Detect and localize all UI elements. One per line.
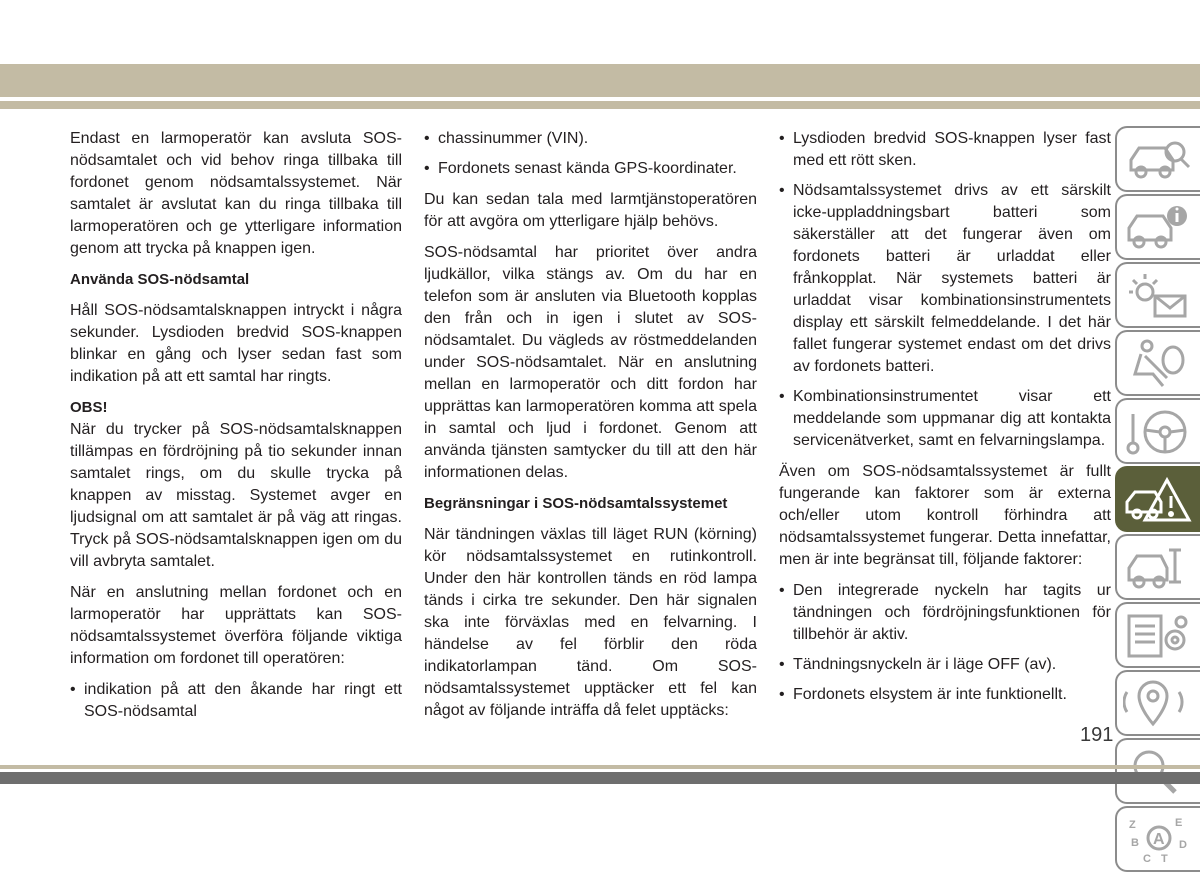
- tab-starting-operating[interactable]: [1115, 398, 1200, 464]
- index-letter: A: [1153, 831, 1165, 848]
- footer-band: [0, 765, 1200, 769]
- index-letter: D: [1179, 839, 1187, 851]
- car-hazard-icon: [1123, 474, 1193, 526]
- list-item: • indikation på att den åkande har ringt ett SOS-nödsamtal: [70, 679, 402, 723]
- footer-rule: [0, 772, 1200, 784]
- note-heading: OBS!: [70, 399, 108, 416]
- note-text: När du trycker på SOS-nödsamtalsknappen tillämpas en fördröjning på tio sekunder innan samtalet rings, om du skulle trycka på knappen av misstag. Systemet avger en ljudsignal om att samtalet är på väg att ringas. Tryck på SOS-nödsamtalsknappen igen om du vill avbryta samtalet.: [70, 421, 402, 570]
- list-item: • Nödsamtalssystemet drivs av ett särskilt icke-uppladdningsbart batteri som säkerställer att det fungerar även om fordonets batteri är urladdat eller frånkopplat. När systemets batteri är urladdat visar kombinationsinstrumentets display ett särskilt felmeddelande. I det här fallet fungerar systemet endast om det drivs av fordonets batteri.: [779, 180, 1111, 378]
- steering-wheel-key-icon: [1123, 406, 1193, 458]
- factor-list: [779, 580, 1111, 706]
- text-column-2: [424, 128, 757, 731]
- list-item: • Lysdioden bredvid SOS-knappen lyser fast med ett rött sken.: [779, 128, 1111, 172]
- list-item: • chassinummer (VIN).: [424, 128, 757, 150]
- tab-multimedia[interactable]: [1115, 670, 1200, 736]
- paragraph-factors: Även om SOS-nödsamtalssystemet är fullt fungerande kan faktorer som är externa och/eller utom kontroll förhindra att nödsamtalssystemet fungerar. Detta innefattar, men är inte begränsat till, följande faktorer:: [779, 463, 1111, 568]
- tab-alphabetical-index[interactable]: [1115, 806, 1200, 872]
- header-band: [0, 64, 1200, 97]
- car-service-icon: [1123, 542, 1193, 594]
- tab-safety[interactable]: [1115, 330, 1200, 396]
- list-item: • Kombinationsinstrumentet visar ett meddelande som uppmanar dig att kontakta servicenätverket, samt en felvarningslampa.: [779, 386, 1111, 452]
- warning-lights-message-icon: [1123, 270, 1193, 322]
- paragraph-priority: SOS-nödsamtal har prioritet över andra ljudkällor, vilka stängs av. Om du har en telefon som är ansluten via Bluetooth kopplas den från och in igen i slutet av SOS-nödsamtalet. Du vägleds av röstmeddelanden under SOS-nödsamtalet. När en anslutning mellan en larmoperatör och ditt fordon har upprättas kan larmoperatören komma att spela in samtal och ljud i fordonet. Genom att använda tjänsten samtycker du till att den här informationen delas.: [424, 244, 757, 481]
- paragraph-limitations: När tändningen växlas till läget RUN (körning) kör nödsamtalssystemet en rutinkontroll. Under den här kontrollen tänds en röd lampa tänds i cirka tre sekunder. Den här signalen ska inte förväxlas med en felvarning. I händelse av fel förblir den röda indikatorlampan tänd. Om SOS-nödsamtalssystemet upptäcker ett fel kan något av följande inträffa då felet upptäcks:: [424, 526, 757, 719]
- tab-getting-to-know-vehicle[interactable]: [1115, 126, 1200, 192]
- index-letter: E: [1175, 817, 1183, 829]
- list-item: • Fordonets elsystem är inte funktionellt.: [779, 684, 1111, 706]
- page-number: 191: [1080, 724, 1114, 746]
- multimedia-navigation-icon: [1123, 678, 1193, 730]
- info-list-part-1: [70, 679, 402, 723]
- paragraph-talk: Du kan sedan tala med larmtjänstoperatören för att avgöra om ytterligare hjälp behövs.: [424, 191, 757, 230]
- index-letter: B: [1131, 837, 1139, 849]
- seat-airbag-icon: [1123, 338, 1193, 390]
- heading-limitations: Begränsningar i SOS-nödsamtalssystemet: [424, 495, 728, 512]
- tab-technical-specifications[interactable]: [1115, 602, 1200, 668]
- tab-instrument-cluster[interactable]: [1115, 262, 1200, 328]
- tab-index[interactable]: [1115, 738, 1200, 804]
- index-letter: C: [1143, 853, 1151, 865]
- alphabetical-index-icon: [1123, 814, 1193, 866]
- header-rule: [0, 101, 1200, 109]
- tab-servicing-maintenance[interactable]: [1115, 534, 1200, 600]
- index-letter: T: [1161, 853, 1168, 865]
- list-item: • Tändningsnyckeln är i läge OFF (av).: [779, 654, 1111, 676]
- list-item: • Fordonets senast kända GPS-koordinater.: [424, 158, 757, 180]
- text-column-3: [779, 128, 1111, 715]
- specifications-gear-icon: [1123, 610, 1193, 662]
- index-letter: Z: [1129, 819, 1136, 831]
- fault-list: [779, 128, 1111, 452]
- text-column-1: [70, 128, 402, 732]
- paragraph-intro: Endast en larmoperatör kan avsluta SOS-nödsamtalet och vid behov ringa tillbaka till fordonet genom nödsamtalssystemet. När samtalet är avslutat kan du ringa tillbaka till larmoperatören och ge ytterligare information genom att trycka på knappen igen.: [70, 130, 402, 257]
- tab-in-case-of-emergency[interactable]: [1115, 466, 1200, 532]
- car-info-icon: [1123, 202, 1193, 254]
- heading-use-sos: Använda SOS-nödsamtal: [70, 271, 250, 288]
- tab-vehicle-info[interactable]: [1115, 194, 1200, 260]
- list-item: • Den integrerade nyckeln har tagits ur tändningen och fördröjningsfunktionen för tillbehör är aktiv.: [779, 580, 1111, 646]
- car-search-icon: [1123, 134, 1193, 186]
- paragraph-use-sos: Håll SOS-nödsamtalsknappen intryckt i några sekunder. Lysdioden bredvid SOS-knappen blinkar en gång och lyser sedan fast som indikation på att ett samtal har ringts.: [70, 302, 402, 385]
- chapter-tabs: [1115, 126, 1200, 874]
- info-list-part-2: [424, 128, 757, 180]
- paragraph-connection: När en anslutning mellan fordonet och en larmoperatör har upprättats kan SOS-nödsamtalssystemet överföra följande viktiga information om fordonet till operatören:: [70, 584, 402, 667]
